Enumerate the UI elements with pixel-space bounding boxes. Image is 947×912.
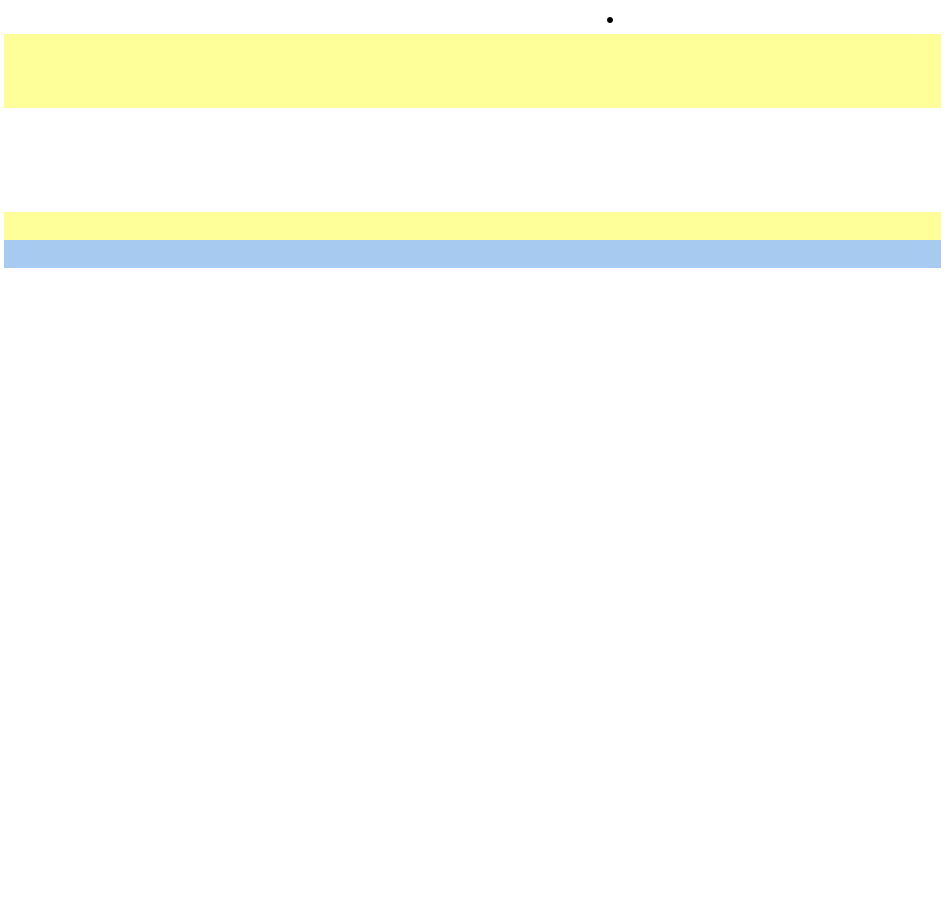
home-dot-icon <box>607 17 613 23</box>
totals-row <box>4 212 941 240</box>
header-band <box>4 34 941 84</box>
standings-table <box>4 4 941 268</box>
title-row <box>4 4 941 34</box>
platz-row <box>4 240 941 268</box>
subheader-band <box>4 84 941 108</box>
